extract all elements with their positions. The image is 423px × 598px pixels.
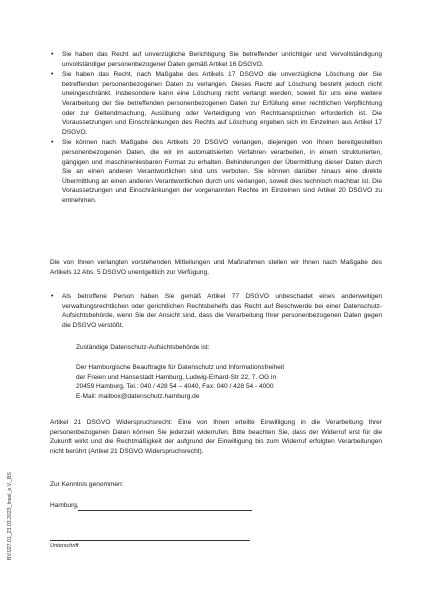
document-code: BV.027.01_23.03.2023_Insel_e.V._BS (7, 472, 13, 560)
rights-list (62, 50, 382, 207)
complaint-list (62, 292, 382, 331)
complaint-item: • Als betroffene Person haben Sie gemäß Artikel 77 DSGVO unbeschadet eines anderweitigen verwaltungsrechtlichen oder gerichtlichen Rechtsbehelfs das Recht auf Beschwerde bei einer Datenschutz-Aufsichtsbehörde, wenn Sie der Ansicht sind, dass die Verarbeitung Ihrer personenbezogenen Daten gegen die DSGVO verstößt. (62, 292, 382, 330)
authority-name-line-1: Der Hamburgische Beauftragte für Datenschutz und Informationsfreiheit (76, 364, 285, 371)
rights-item-erasure: • Sie haben das Recht, nach Maßgabe des Artikels 17 DSGVO die unverzügliche Löschung der Sie betreffenden personenbezogenen Daten zu verlangen. Dieses Recht auf Löschung besteht jedoch nicht uneingeschränkt. Insbesondere kann eine Löschung nicht verlangt werden, soweit für uns eine weitere Verarbeitung der Sie betreffenden personenbezogenen Daten zur Erfüllung einer rechtlichen Verpflichtung oder zur Geltendmachung, Ausübung oder Verteidigung von Rechtsansprüchen erforderlich ist. Die Voraussetzungen und Einschränkungen des Rechts auf Löschung ergeben sich im Einzelnen aus Artikel 17 DSGVO. (62, 70, 382, 137)
measures-paragraph: Die von Ihnen verlangten vorstehenden Mitteilungen und Maßnahmen stellen wir Ihnen nach Maßgabe des Artikels 12 Abs. 5 DSGVO unentgeltlich zur Verfügung. (50, 259, 382, 276)
date-signature-line (78, 510, 252, 511)
authority-heading: Zuständige Datenschutz-Aufsichtsbehörde ist: (76, 344, 210, 351)
signature-line (50, 540, 250, 541)
acknowledgement-label: Zur Kenntnis genommen: (50, 481, 124, 488)
authority-name-line-3: 20459 Hamburg, Tel.: 040 / 428 54 – 4040, Fax: 040 / 428 54 - 4000 (76, 383, 274, 391)
authority-email: E-Mail: mailbox@datenschutz.hamburg.de (76, 392, 200, 400)
rights-item-correction: • Sie haben das Recht auf unverzügliche Berichtigung Sie betreffender unrichtiger und Vervollständigung unvollständiger personenbezogener Daten gemäß Artikel 16 DSGVO. (62, 50, 382, 69)
authority-name-line-2: der Freien und Hansestadt Hamburg, Ludwig-Erhard-Str 22, 7. OG in (76, 373, 277, 381)
objection-paragraph: Artikel 21 DSGVO Widerspruchsrecht: Eine von Ihnen erteilte Einwilligung in die Verarbeitung Ihrer personenbezogenen Daten können Sie jederzeit widerrufen. Bitte beachten Sie, dass der Widerruf erst für die Zukunft wirkt und die Rechtmäßigkeit der aufgrund der Einwilligung bis zum Widerruf erfolgten Verarbeitungen nicht berührt (Artikel 21 DSGVO Widerspruchsrecht). (50, 419, 382, 455)
rights-item-portability: • Sie können nach Maßgabe des Artikels 20 DSGVO verlangen, diejenigen von Ihnen bereitgestellten personenbezogenen Daten, die wir im automatisierten Verfahren verarbeiten, in einem strukturierten, gängigen und maschinenlesbaren Format zu erhalten. Behinderungen der Übermittlung dieser Daten durch Sie an einen anderen Verantwortlichen sind uns verboten. Sie können darüber hinaus eine direkte Übermittlung an einen anderen Verantwortlichen durch uns verlangen, soweit dies technisch machbar ist. Die Voraussetzungen und Einschränkungen der vorgenannten Rechte im Einzelnen sind Artikel 20 DSGVO zu entnehmen. (62, 138, 382, 205)
place-label: Hamburg, (50, 502, 79, 509)
signature-label: Unterschrift (50, 543, 79, 549)
